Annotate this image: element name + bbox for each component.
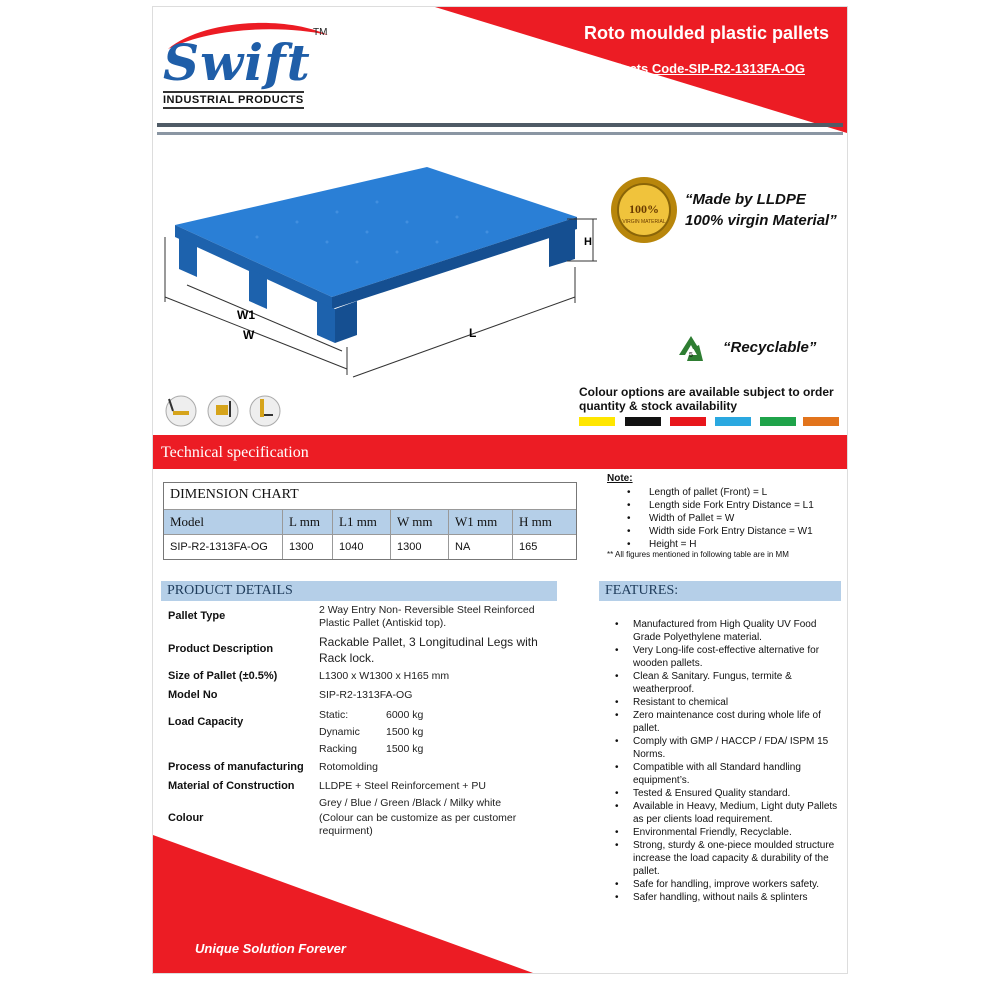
brand-trademark: TM <box>313 27 328 38</box>
dim-cell-h: 165 <box>512 535 576 559</box>
features-list <box>605 618 841 904</box>
list-item: • Resistant to chemical <box>605 696 841 709</box>
dim-header-model: Model <box>170 514 204 529</box>
model-value: SIP-R2-1313FA-OG <box>319 689 413 701</box>
recycle-icon <box>673 333 709 365</box>
dim-header-l: L mm <box>282 510 332 534</box>
list-item: • Height = H <box>609 538 814 551</box>
dim-header-l1: L1 mm <box>332 510 390 534</box>
product-code: Products Code-SIP-R2-1313FA-OG <box>591 61 805 76</box>
dim-cell-l1: 1040 <box>332 535 390 559</box>
size-label: Size of Pallet (±0.5%) <box>168 670 278 682</box>
swatch-green <box>760 417 796 426</box>
note-title: Note: <box>607 473 633 484</box>
swatch-yellow <box>579 417 615 426</box>
colour-value: Grey / Blue / Green /Black / Milky white <box>319 797 502 809</box>
load-value-static: 6000 kg <box>386 709 424 721</box>
process-value: Rotomolding <box>319 761 378 773</box>
list-item: • Safer handling, without nails & splinters <box>605 891 841 904</box>
brand-name: Swift <box>163 33 311 92</box>
swatch-blue <box>715 417 751 426</box>
load-type-dynamic: Dynamic <box>319 726 360 738</box>
list-item: • Width of Pallet = W <box>609 512 814 525</box>
material-claim: “Made by LLDPE 100% virgin Material” <box>685 191 837 229</box>
note-list <box>609 486 814 551</box>
list-item: • Length of pallet (Front) = L <box>609 486 814 499</box>
list-item: • Safe for handling, improve workers safety. <box>605 878 841 891</box>
load-value-racking: 1500 kg <box>386 743 424 755</box>
svg-text:VIRGIN MATERIAL: VIRGIN MATERIAL <box>622 219 666 225</box>
label-l: L <box>469 326 477 340</box>
divider-top <box>157 123 843 127</box>
list-item: • Available in Heavy, Medium, Light duty Pallets as per clients load requirement. <box>605 800 841 826</box>
swatch-red <box>670 417 706 426</box>
footer-tagline: Unique Solution Forever <box>195 941 346 956</box>
size-value: L1300 x W1300 x H165 mm <box>319 670 450 682</box>
dim-cell-w1: NA <box>448 535 512 559</box>
hand-pallet-truck-icon <box>159 385 203 429</box>
list-item: • Clean & Sanitary. Fungus, termite & weatherproof. <box>605 670 841 696</box>
pallet-illustration <box>157 147 597 387</box>
colour-note: (Colour can be customize as per customer requirment) <box>319 812 517 837</box>
spec-sheet <box>152 6 848 974</box>
handling-icons <box>159 385 289 429</box>
dim-cell-l: 1300 <box>282 535 332 559</box>
list-item: • Compatible with all Standard handling equipment’s. <box>605 761 841 787</box>
process-label: Process of manufacturing <box>168 761 304 773</box>
svg-text:100%: 100% <box>629 202 659 216</box>
stacker-icon <box>243 385 287 429</box>
load-type-static: Static: <box>319 709 349 721</box>
load-type-racking: Racking <box>319 743 357 755</box>
forklift-icon <box>201 385 245 429</box>
product-description-label: Product Description <box>168 643 274 655</box>
material-label: Material of Construction <box>168 780 295 792</box>
label-h: H <box>584 236 592 248</box>
material-value: LLDPE + Steel Reinforcement + PU <box>319 780 486 792</box>
colour-options-text: Colour options are available subject to order quantity & stock availability <box>579 385 834 413</box>
quality-seal-icon <box>609 175 679 245</box>
load-capacity-label: Load Capacity <box>168 716 244 728</box>
features-header: FEATURES: <box>599 581 841 601</box>
dimension-chart-title: DIMENSION CHART <box>170 487 299 502</box>
page-title: Roto moulded plastic pallets <box>583 23 829 43</box>
product-details-header: PRODUCT DETAILS <box>161 581 557 601</box>
dim-header-w1: W1 mm <box>448 510 512 534</box>
list-item: • Comply with GMP / HACCP / FDA/ ISPM 15 Norms. <box>605 735 841 761</box>
dimension-header-row <box>164 509 576 534</box>
list-item: • Tested & Ensured Quality standard. <box>605 787 841 800</box>
list-item: • Manufactured from High Quality UV Food Grade Polyethylene material. <box>605 618 841 644</box>
list-item: • Strong, sturdy & one-piece moulded structure increase the load capacity & durability of the pallet. <box>605 839 841 878</box>
dimension-chart <box>163 482 577 560</box>
label-w1: W1 <box>237 308 255 322</box>
product-description-value: Rackable Pallet, 3 Longitudinal Legs with Rack lock. <box>319 635 538 665</box>
divider-top-2 <box>157 132 843 135</box>
dim-header-w: W mm <box>390 510 448 534</box>
recyclable-claim: “Recyclable” <box>723 339 817 356</box>
load-value-dynamic: 1500 kg <box>386 726 424 738</box>
dim-cell-model: SIP-R2-1313FA-OG <box>170 541 268 553</box>
svg-text:5: 5 <box>689 352 693 359</box>
dim-header-h: H mm <box>512 510 576 534</box>
pallet-type-value: 2 Way Entry Non- Reversible Steel Reinforced Plastic Pallet (Antiskid top). <box>319 604 535 629</box>
list-item: • Length side Fork Entry Distance = L1 <box>609 499 814 512</box>
brand-subtitle: INDUSTRIAL PRODUCTS <box>163 91 304 109</box>
note-footnote: ** All figures mentioned in following table are in MM <box>607 550 789 559</box>
list-item: • Environmental Friendly, Recyclable. <box>605 826 841 839</box>
dim-cell-w: 1300 <box>390 535 448 559</box>
label-w: W <box>243 328 255 342</box>
list-item: • Very Long-life cost-effective alternative for wooden pallets. <box>605 644 841 670</box>
list-item: • Width side Fork Entry Distance = W1 <box>609 525 814 538</box>
colour-label: Colour <box>168 812 204 824</box>
pallet-type-label: Pallet Type <box>168 610 226 622</box>
table-row <box>164 534 576 559</box>
swatch-orange <box>803 417 839 426</box>
model-label: Model No <box>168 689 218 701</box>
tech-spec-title: Technical specification <box>161 444 309 461</box>
swatch-black <box>625 417 661 426</box>
list-item: • Zero maintenance cost during whole life of pallet. <box>605 709 841 735</box>
